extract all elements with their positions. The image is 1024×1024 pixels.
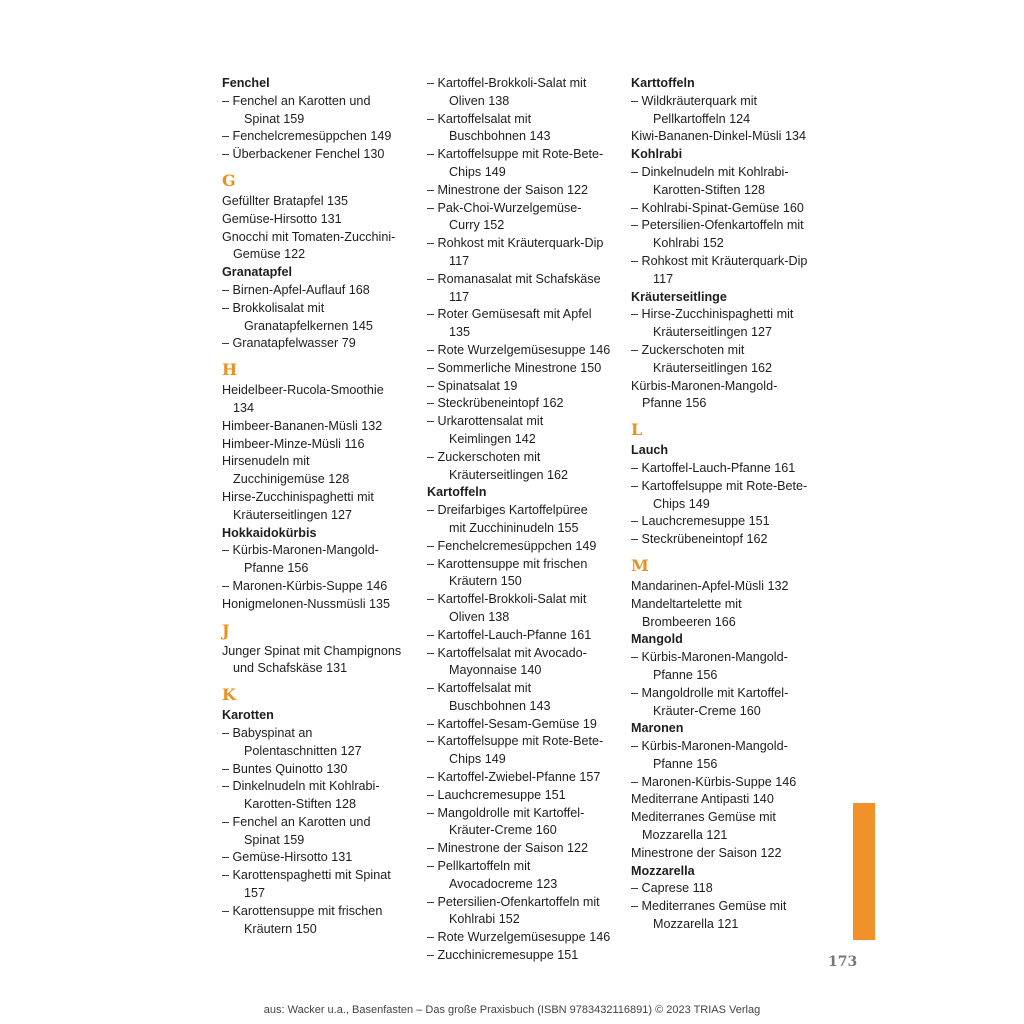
index-entry [222,596,412,614]
index-entry [222,453,412,489]
entry-continuation: Brombeeren 166 [642,614,736,629]
index-column-3 [631,75,831,934]
entry-line: Gefüllter Bratapfel 135 [222,193,349,208]
index-subentry [427,840,619,858]
entry-line: Mandeltartelette mit [631,596,742,611]
index-subentry [427,894,619,930]
entry-continuation: Chips 149 [653,496,710,511]
entry-continuation: Kräuterseitlingen 162 [449,467,569,482]
entry-continuation: Pfanne 156 [642,396,707,411]
entry-continuation: Spinat 159 [244,111,305,126]
entry-line: – Granatapfelwasser 79 [233,335,412,353]
index-subentry [631,217,831,253]
index-entry [631,791,831,809]
index-subentry [427,449,619,485]
index-subentry [222,128,412,146]
entry-continuation: Kräuter-Creme 160 [449,823,557,838]
index-heading: Lauch [631,443,669,458]
entry-line: Himbeer-Bananen-Müsli 132 [222,418,383,433]
entry-line: – Rote Wurzelgemüsesuppe 146 [438,342,619,360]
section-letter: M [631,555,649,575]
index-subentry [427,947,619,965]
index-entry [222,436,412,454]
index-entry [631,578,831,596]
index-subentry [631,898,831,934]
entry-line: Junger Spinat mit Champignons [222,643,402,658]
entry-continuation: Kohlrabi 152 [449,912,520,927]
entry-continuation: Oliven 138 [449,609,510,624]
entry-line: – Sommerliche Minestrone 150 [438,360,619,378]
index-subentry [427,556,619,592]
index-subentry [631,253,831,289]
entry-line: – Wildkräuterquark mit [642,93,831,111]
source-footer: aus: Wacker u.a., Basenfasten – Das große Praxisbuch (ISBN 9783432116891) © 2023 TRIAS Verlag [263,1004,761,1016]
entry-continuation: Oliven 138 [449,93,510,108]
index-subentry [222,578,412,596]
entry-continuation: Gemüse 122 [233,247,306,262]
entry-continuation: Mayonnaise 140 [449,663,542,678]
entry-continuation: Granatapfelkernen 145 [244,318,373,333]
index-subentry [427,271,619,307]
entry-line: – Lauchcremesuppe 151 [642,513,831,531]
page-number: 173 [828,954,858,970]
index-column-1 [222,75,412,938]
entry-continuation: 117 [653,271,674,286]
entry-line: – Karottensuppe mit frischen [438,556,619,574]
entry-line: Himbeer-Minze-Müsli 116 [222,436,365,451]
section-letter: J [222,620,230,640]
entry-line: – Kartoffel-Lauch-Pfanne 161 [438,627,619,645]
index-subentry [222,761,412,779]
index-subentry [631,342,831,378]
entry-line: Heidelbeer-Rucola-Smoothie [222,383,384,398]
entry-line: – Kartoffelsuppe mit Rote-Bete- [438,146,619,164]
entry-line: – Zuckerschoten mit [642,342,831,360]
index-subentry [427,342,619,360]
index-subentry [631,306,831,342]
entry-line: – Petersilien-Ofenkartoffeln mit [438,894,619,912]
entry-continuation: Mozzarella 121 [653,917,739,932]
index-heading: Maronen [631,721,684,736]
entry-continuation: 157 [244,886,266,901]
entry-line: – Fenchel an Karotten und [233,93,412,111]
index-subentry [427,787,619,805]
index-entry [631,845,831,863]
section-letter: K [222,685,236,705]
index-subentry [222,542,412,578]
index-subentry [222,867,412,903]
index-subentry [222,778,412,814]
index-subentry [427,395,619,413]
entry-continuation: Chips 149 [449,164,506,179]
index-entry [222,382,412,418]
section-letter: G [222,170,236,190]
index-subentry [631,774,831,792]
entry-line: – Steckrübeneintopf 162 [438,395,619,413]
entry-line: – Überbackener Fenchel 130 [233,146,412,164]
entry-line: – Gemüse-Hirsotto 131 [233,849,412,867]
entry-line: – Zuckerschoten mit [438,449,619,467]
entry-line: – Minestrone der Saison 122 [438,840,619,858]
index-heading: Kartoffeln [427,485,487,500]
index-entry [631,378,831,414]
section-letter: L [631,420,643,440]
index-heading: Kohlrabi [631,147,683,162]
index-heading: Karttoffeln [631,76,695,90]
index-entry [222,489,412,525]
entry-line: – Babyspinat an [233,725,412,743]
index-subentry [427,502,619,538]
entry-line: – Kartoffel-Sesam-Gemüse 19 [438,716,619,734]
index-entry [222,193,412,211]
entry-continuation: 134 [233,400,255,415]
entry-continuation: und Schafskäse 131 [233,661,348,676]
entry-line: Mediterrane Antipasti 140 [631,792,774,807]
index-subentry [427,733,619,769]
entry-continuation: 117 [449,289,470,304]
entry-continuation: Buschbohnen 143 [449,129,551,144]
index-entry [222,229,412,265]
entry-continuation: Kräuterseitlingen 162 [653,360,773,375]
entry-line: – Maronen-Kürbis-Suppe 146 [233,578,412,596]
section-letter: H [222,360,238,380]
index-subentry [222,300,412,336]
entry-line: – Kartoffelsuppe mit Rote-Bete- [642,478,831,496]
index-entry [222,211,412,229]
entry-line: – Brokkolisalat mit [233,300,412,318]
entry-continuation: Pfanne 156 [244,561,309,576]
entry-line: – Pak-Choi-Wurzelgemüse- [438,200,619,218]
entry-continuation: Kräuterseitlingen 127 [653,325,773,340]
entry-line: – Fenchel an Karotten und [233,814,412,832]
entry-line: – Karottenspaghetti mit Spinat [233,867,412,885]
entry-line: – Buntes Quinotto 130 [233,761,412,779]
entry-continuation: Kräuter-Creme 160 [653,703,761,718]
entry-line: – Kartoffelsalat mit Avocado- [438,645,619,663]
index-subentry [427,235,619,271]
index-column-2 [427,75,619,965]
index-heading: Kräuterseitlinge [631,289,727,304]
index-subentry [427,929,619,947]
index-subentry [631,738,831,774]
entry-line: – Urkarottensalat mit [438,413,619,431]
index-subentry [222,146,412,164]
index-heading: Fenchel [222,76,270,90]
entry-line: Mediterranes Gemüse mit [631,810,776,825]
index-subentry [427,75,619,111]
index-entry [631,809,831,845]
entry-line: – Birnen-Apfel-Auflauf 168 [233,282,412,300]
index-subentry [222,903,412,939]
index-subentry [427,146,619,182]
index-heading: Mangold [631,632,683,647]
index-subentry [222,814,412,850]
entry-line: – Kartoffelsuppe mit Rote-Bete- [438,733,619,751]
entry-line: Kiwi-Bananen-Dinkel-Müsli 134 [631,129,806,144]
entry-line: – Pellkartoffeln mit [438,858,619,876]
index-subentry [631,460,831,478]
index-heading: Granatapfel [222,265,292,280]
entry-line: – Rohkost mit Kräuterquark-Dip [438,235,619,253]
entry-continuation: Pellkartoffeln 124 [653,111,751,126]
entry-line: – Dreifarbiges Kartoffelpüree [438,502,619,520]
entry-continuation: Pfanne 156 [653,667,718,682]
entry-line: – Dinkelnudeln mit Kohlrabi- [642,164,831,182]
entry-line: – Mangoldrolle mit Kartoffel- [438,805,619,823]
index-subentry [222,725,412,761]
entry-line: – Kartoffel-Brokkoli-Salat mit [438,75,619,93]
entry-line: – Kartoffel-Zwiebel-Pfanne 157 [438,769,619,787]
entry-line: – Rohkost mit Kräuterquark-Dip [642,253,831,271]
entry-line: – Roter Gemüsesaft mit Apfel [438,306,619,324]
index-subentry [427,591,619,627]
entry-line: Mandarinen-Apfel-Müsli 132 [631,578,789,593]
entry-continuation: 135 [449,325,471,340]
entry-line: – Kartoffel-Brokkoli-Salat mit [438,591,619,609]
entry-line: – Caprese 118 [642,880,831,898]
index-subentry [631,93,831,129]
index-subentry [427,769,619,787]
index-subentry [631,531,831,549]
index-entry [631,128,831,146]
index-subentry [427,306,619,342]
entry-continuation: Buschbohnen 143 [449,698,551,713]
entry-line: – Minestrone der Saison 122 [438,182,619,200]
entry-line: – Dinkelnudeln mit Kohlrabi- [233,778,412,796]
entry-line: – Kürbis-Maronen-Mangold- [642,738,831,756]
index-subentry [427,360,619,378]
entry-continuation: Spinat 159 [244,832,305,847]
index-subentry [631,478,831,514]
index-subentry [427,200,619,236]
entry-line: – Kartoffelsalat mit [438,680,619,698]
index-subentry [631,649,831,685]
entry-continuation: Kräutern 150 [449,574,522,589]
entry-continuation: Kräutern 150 [244,921,317,936]
entry-continuation: Zucchinigemüse 128 [233,472,350,487]
index-subentry [631,200,831,218]
entry-line: Honigmelonen-Nussmüsli 135 [222,596,390,611]
index-subentry [427,680,619,716]
entry-line: – Zucchinicremesuppe 151 [438,947,619,965]
entry-continuation: 117 [449,253,470,268]
index-subentry [631,164,831,200]
entry-line: – Kürbis-Maronen-Mangold- [233,542,412,560]
index-subentry [427,413,619,449]
entry-line: – Kartoffel-Lauch-Pfanne 161 [642,460,831,478]
entry-line: Hirsenudeln mit [222,454,310,469]
entry-line: – Karottensuppe mit frischen [233,903,412,921]
index-heading: Hokkaidokürbis [222,525,317,540]
index-subentry [222,335,412,353]
index-subentry [222,93,412,129]
index-entry [222,643,412,679]
entry-line: – Kürbis-Maronen-Mangold- [642,649,831,667]
index-subentry [427,858,619,894]
entry-continuation: Mozzarella 121 [642,828,728,843]
index-subentry [427,538,619,556]
entry-line: – Petersilien-Ofenkartoffeln mit [642,217,831,235]
index-entry [631,596,831,632]
entry-line: – Hirse-Zucchinispaghetti mit [642,306,831,324]
entry-line: – Kohlrabi-Spinat-Gemüse 160 [642,200,831,218]
entry-line: – Fenchelcremesüppchen 149 [438,538,619,556]
index-entry [222,418,412,436]
entry-continuation: Avocadocreme 123 [449,876,558,891]
entry-line: – Steckrübeneintopf 162 [642,531,831,549]
index-subentry [427,645,619,681]
index-subentry [631,880,831,898]
entry-line: – Kartoffelsalat mit [438,111,619,129]
entry-line: – Lauchcremesuppe 151 [438,787,619,805]
index-subentry [427,182,619,200]
entry-continuation: Keimlingen 142 [449,431,536,446]
entry-line: – Romanasalat mit Schafskäse [438,271,619,289]
index-subentry [427,716,619,734]
index-subentry [427,627,619,645]
entry-line: Hirse-Zucchinispaghetti mit [222,489,374,504]
entry-line: Kürbis-Maronen-Mangold- [631,378,778,393]
entry-continuation: Kräuterseitlingen 127 [233,507,353,522]
entry-continuation: Karotten-Stiften 128 [653,182,766,197]
entry-line: – Rote Wurzelgemüsesuppe 146 [438,929,619,947]
entry-line: – Fenchelcremesüppchen 149 [233,128,412,146]
index-subentry [222,849,412,867]
entry-continuation: Chips 149 [449,752,506,767]
entry-continuation: Kohlrabi 152 [653,236,724,251]
entry-line: – Mediterranes Gemüse mit [642,898,831,916]
entry-continuation: Pfanne 156 [653,756,718,771]
entry-line: Gemüse-Hirsotto 131 [222,211,342,226]
index-heading: Karotten [222,708,274,723]
index-subentry [427,805,619,841]
entry-continuation: Curry 152 [449,218,505,233]
index-heading: Mozzarella [631,863,695,878]
index-subentry [427,111,619,147]
entry-continuation: mit Zucchininudeln 155 [449,520,579,535]
index-subentry [427,378,619,396]
entry-line: – Maronen-Kürbis-Suppe 146 [642,774,831,792]
entry-continuation: Polentaschnitten 127 [244,743,362,758]
index-subentry [631,513,831,531]
entry-line: Gnocchi mit Tomaten-Zucchini- [222,229,396,244]
entry-continuation: Karotten-Stiften 128 [244,797,357,812]
thumb-index-tab [853,803,875,940]
entry-line: – Mangoldrolle mit Kartoffel- [642,685,831,703]
entry-line: Minestrone der Saison 122 [631,845,782,860]
index-subentry [222,282,412,300]
index-subentry [631,685,831,721]
entry-line: – Spinatsalat 19 [438,378,619,396]
